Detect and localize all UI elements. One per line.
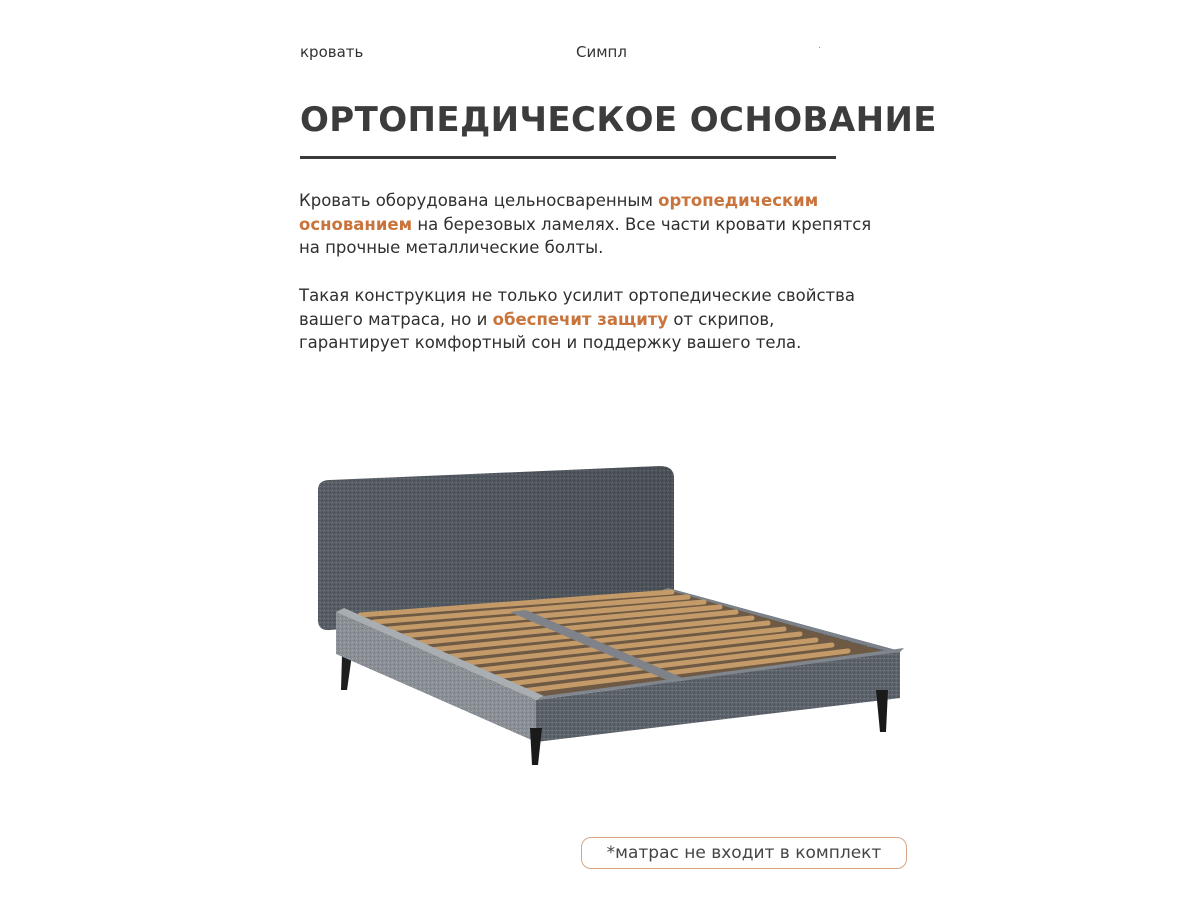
description-paragraph-2 <box>299 284 889 355</box>
product-category-label: кровать <box>300 43 364 61</box>
section-title: ОРТОПЕДИЧЕСКОЕ ОСНОВАНИЕ <box>300 100 937 140</box>
footnote-text: *матрас не входит в комплект <box>606 843 882 863</box>
header-dot: . <box>818 40 822 51</box>
title-underline <box>300 156 836 159</box>
paragraph-1-text-before: Кровать оборудована цельносваренным <box>299 191 659 210</box>
paragraph-1-highlight: ортопедическим основанием <box>299 191 819 234</box>
bed-illustration <box>300 450 920 780</box>
product-model-label: Симпл <box>576 43 627 61</box>
bed-leg-front-right <box>876 690 888 732</box>
bed-leg-front-left <box>530 728 542 765</box>
paragraph-2-text-before: Такая конструкция не только усилит ортопедические свойства вашего матраса, но и <box>299 286 855 329</box>
paragraph-2-highlight: обеспечит защиту <box>492 309 669 329</box>
description-paragraph-1 <box>299 189 889 260</box>
mattress-not-included-note <box>581 837 907 869</box>
paragraph-1-text-after: на березовых ламелях. Все части кровати крепятся на прочные металлические болты. <box>299 214 872 257</box>
paragraph-2-text-after: от скрипов, гарантирует комфортный сон и поддержку вашего тела. <box>299 309 802 352</box>
